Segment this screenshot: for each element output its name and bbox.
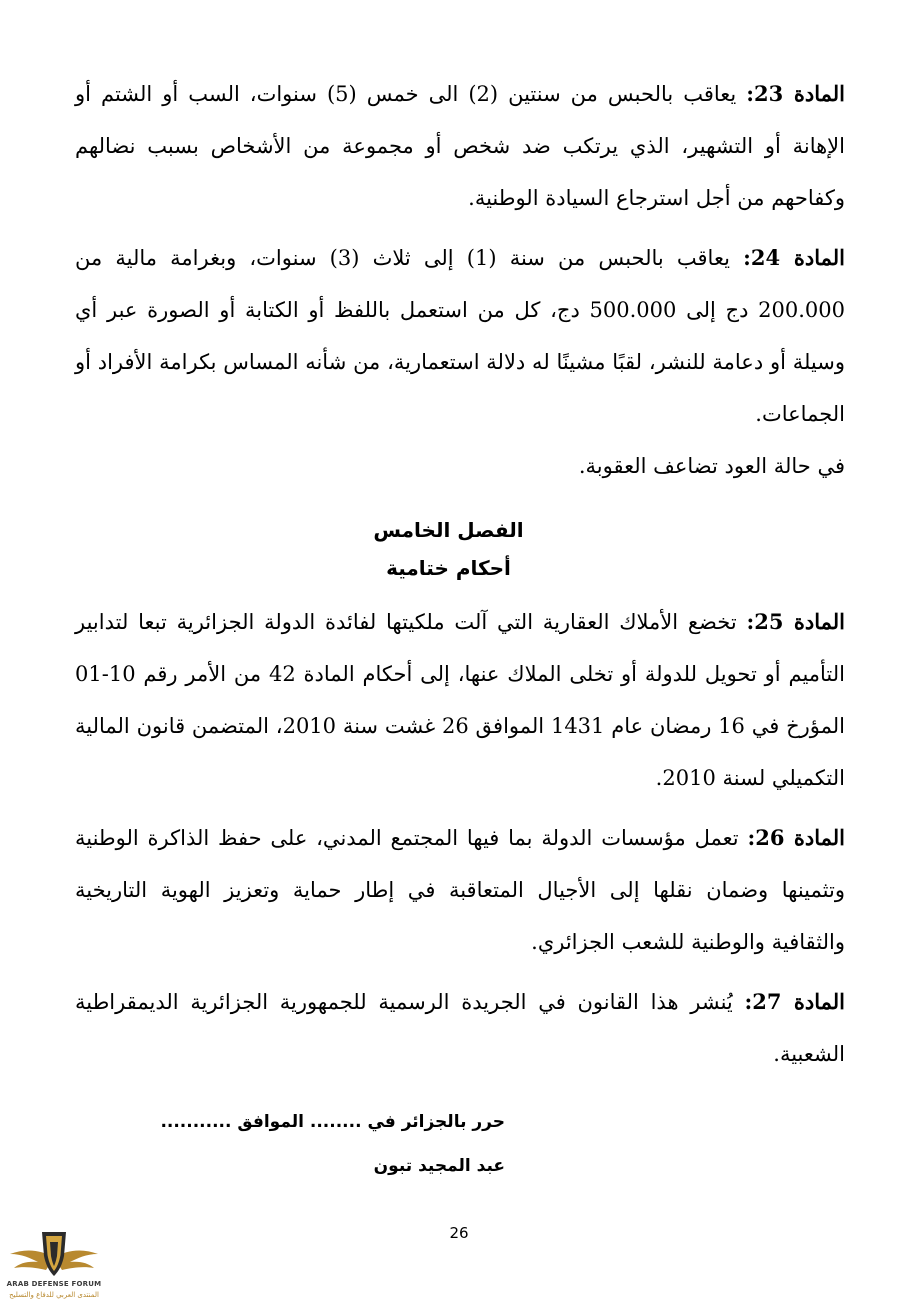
chapter-title: الفصل الخامس [373, 518, 524, 542]
eagle-shield-logo-icon [4, 1228, 104, 1282]
page-number: 26 [449, 1224, 469, 1242]
article-25 [75, 596, 845, 804]
article-23 [75, 68, 845, 224]
article-24-label: المادة 24: [743, 245, 845, 270]
chapter-subtitle: أحكام ختامية [386, 556, 511, 580]
article-24-recidivism: في حالة العود تضاعف العقوبة. [578, 454, 845, 478]
article-23-label: المادة 23: [746, 81, 846, 106]
article-26-text: تعمل مؤسسات الدولة بما فيها المجتمع المدني، على حفظ الذاكرة الوطنية وتثمينها وضمان نقلها إلى الأجيال المتعاقبة في إطار حماية وتعزيز الهوية التاريخية والثقافية والوطنية للشعب الجزائري. [75, 826, 845, 954]
article-26-label: المادة 26: [747, 825, 846, 850]
article-27-label: المادة 27: [744, 989, 845, 1014]
article-27-text: يُنشر هذا القانون في الجريدة الرسمية للجمهورية الجزائرية الديمقراطية الشعبية. [75, 990, 845, 1066]
article-24 [75, 232, 845, 440]
forum-watermark [4, 1228, 104, 1308]
article-27 [75, 976, 845, 1080]
article-25-label: المادة 25: [746, 609, 845, 634]
signature-name: عبد المجيد تبون [373, 1156, 505, 1176]
article-26 [75, 812, 845, 968]
article-24-text: يعاقب بالحبس من سنة (1) إلى ثلاث (3) سنوات، وبغرامة مالية من 200.000 دج إلى 500.000 دج، كل من استعمل باللفظ أو الكتابة أو الصورة عبر أي وسيلة أو دعامة للنشر، لقبًا مشينًا له دلالة استعمارية، من شأنه المساس بكرامة الأفراد أو الجماعات. [75, 246, 845, 426]
signature-place-date: حرر بالجزائر في ........ الموافق ........... [160, 1112, 505, 1132]
article-23-text: يعاقب بالحبس من سنتين (2) الى خمس (5) سنوات، السب أو الشتم أو الإهانة أو التشهير، الذي يرتكب ضد شخص أو مجموعة من الأشخاص بسبب نضالهم وكفاحهم من أجل استرجاع السيادة الوطنية. [75, 82, 845, 210]
article-25-text: تخضع الأملاك العقارية التي آلت ملكيتها لفائدة الدولة الجزائرية تبعا لتدابير التأميم أو تحويل للدولة أو تخلى الملاك عنها، إلى أحكام المادة 42 من الأمر رقم 10-01 المؤرخ في 16 رمضان عام 1431 الموافق 26 غشت سنة 2010، المتضمن قانون المالية التكميلي لسنة 2010. [75, 610, 846, 790]
watermark-english-text: ARAB DEFENSE FORUM [6, 1280, 102, 1288]
watermark-arabic-text: المنتدى العربي للدفاع والتسليح [9, 1291, 99, 1299]
